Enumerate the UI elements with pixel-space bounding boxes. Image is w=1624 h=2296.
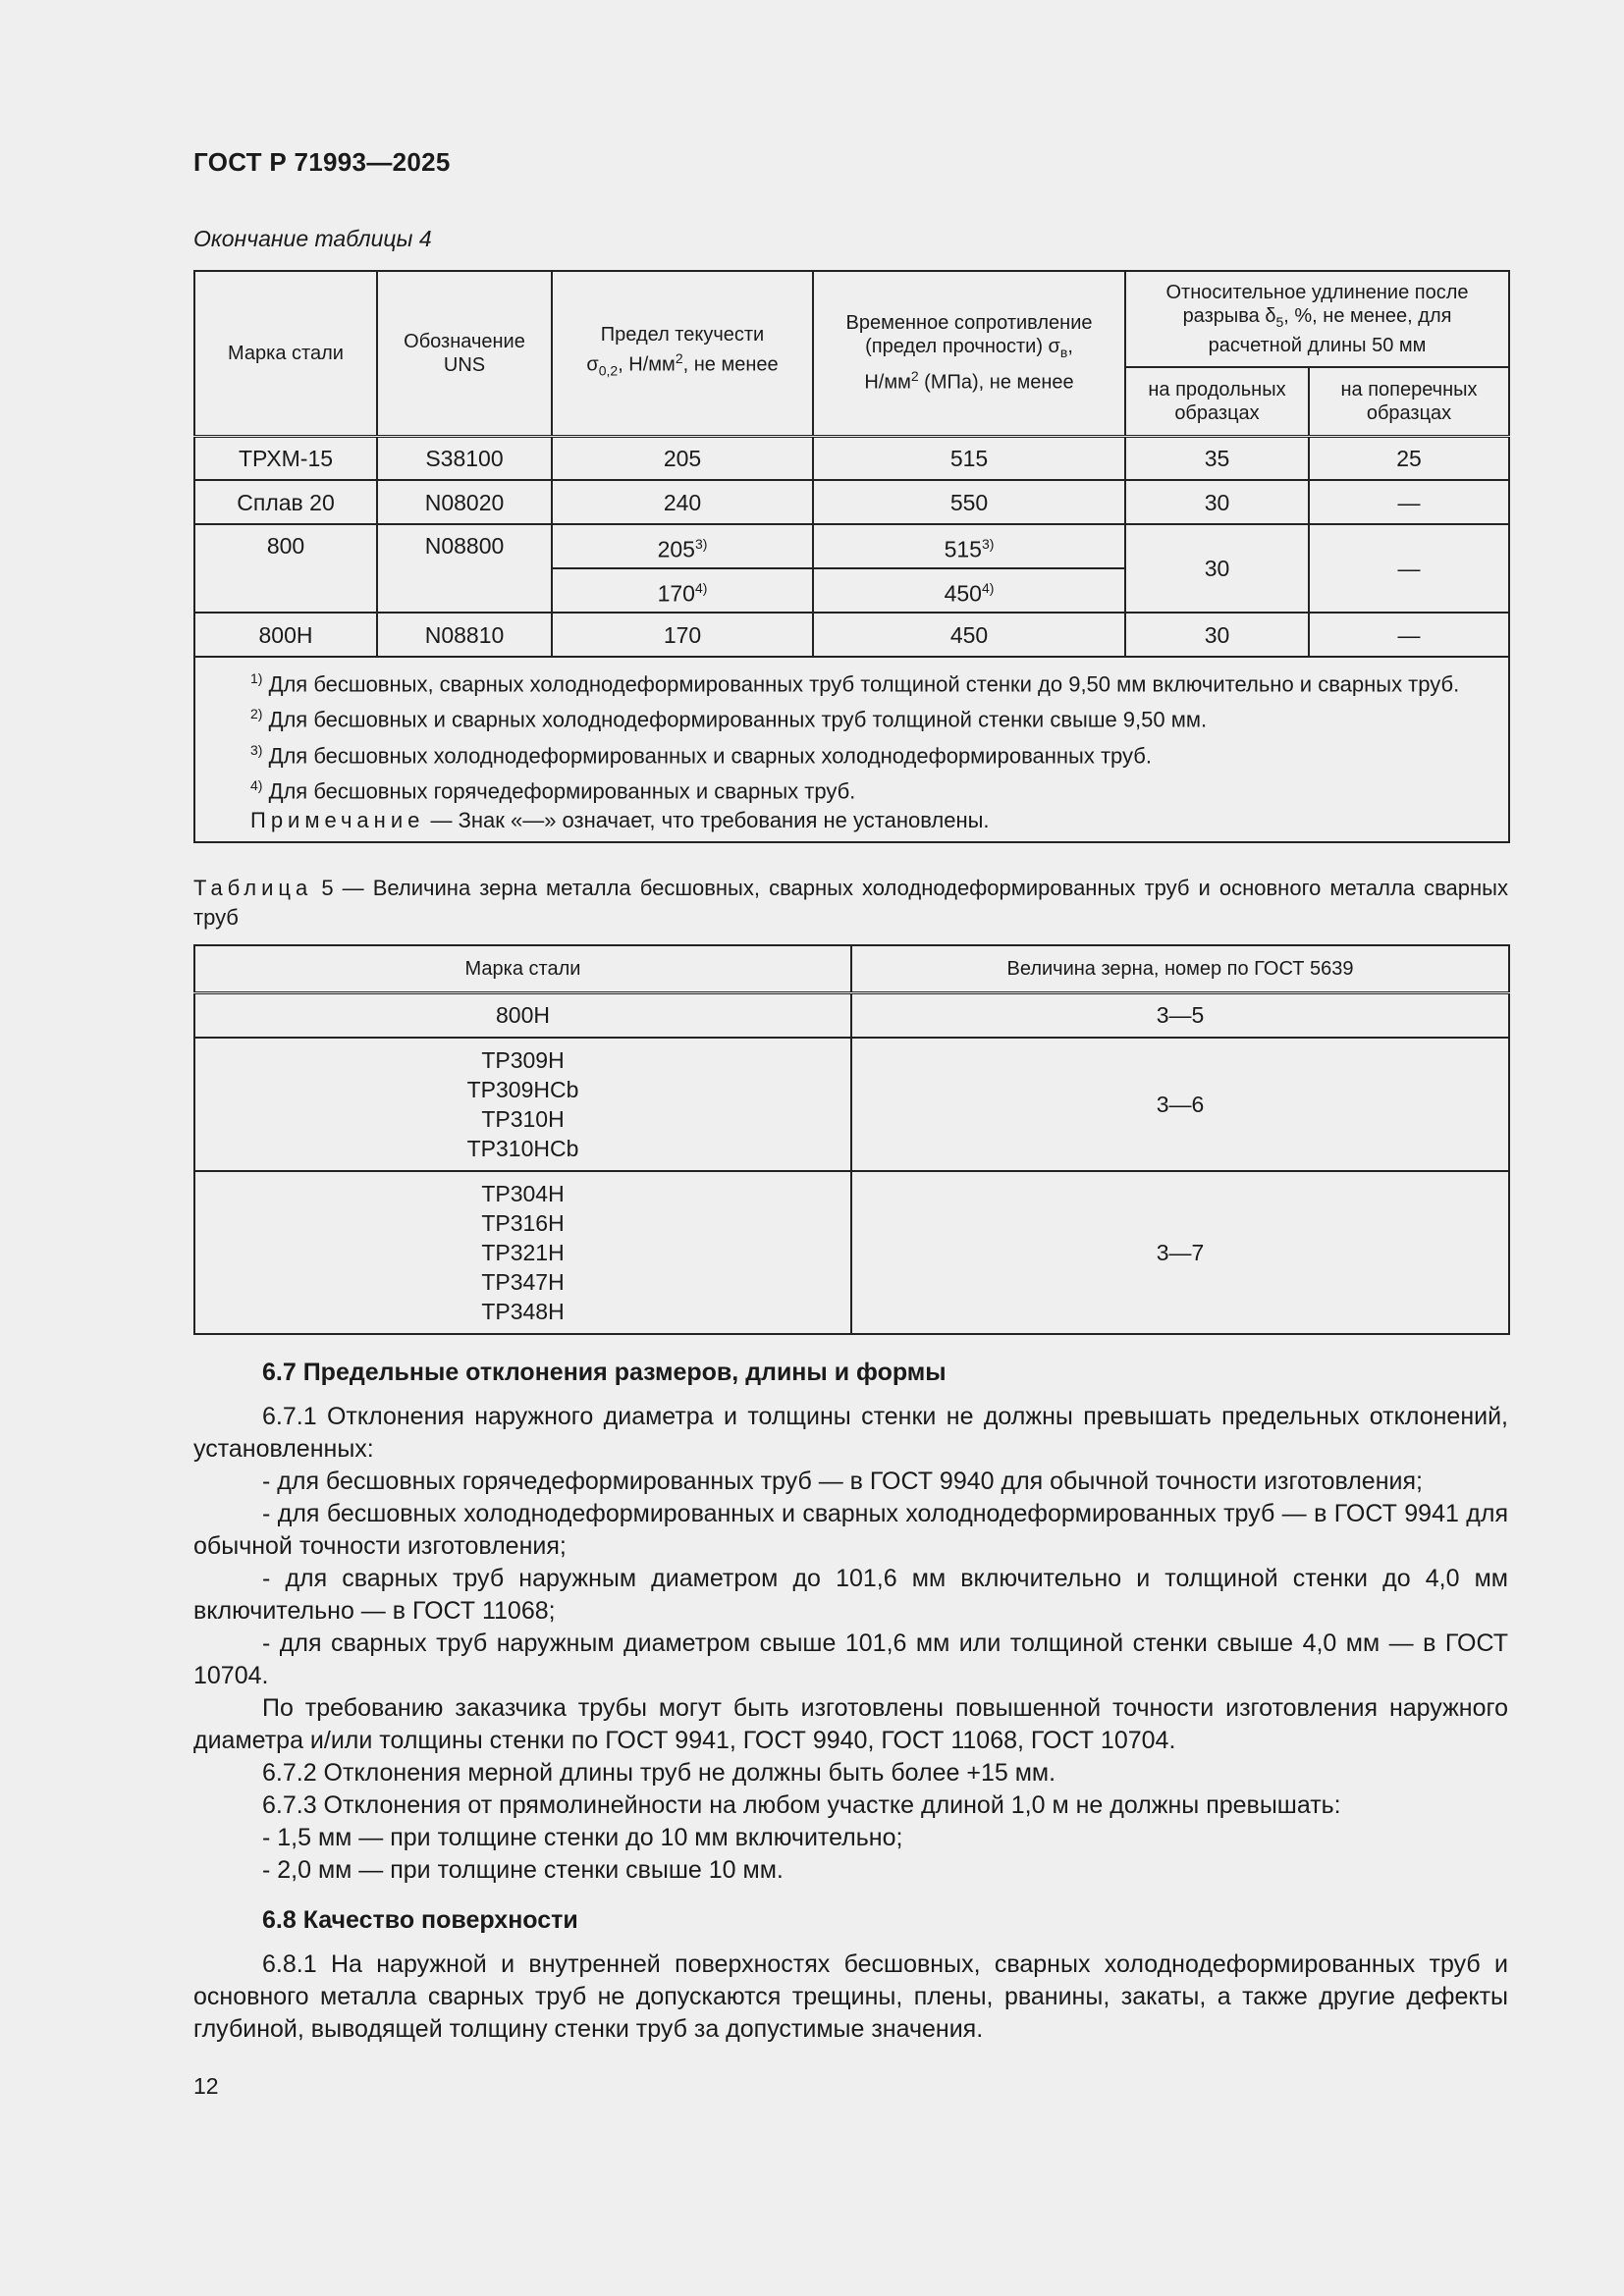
section-6-7 — [193, 1357, 1508, 1887]
section-6-8 — [193, 1904, 1508, 2046]
cell-yield: 205 — [552, 436, 813, 480]
cell-grain-size: 3—6 — [851, 1038, 1509, 1171]
footnote: $^{2)}$ Для бесшовных и сварных холоднодеформированных труб толщиной стенки свыше 9,50 мм. — [250, 706, 1208, 732]
table-row — [194, 1171, 1509, 1334]
cell-tensile: 515 — [813, 436, 1125, 480]
cell-tensile: 450 — [813, 613, 1125, 657]
cell-grades: 800Н — [194, 993, 851, 1038]
cell-uns: N08020 — [377, 480, 552, 524]
cell-transverse: — — [1309, 480, 1509, 524]
col-header-transverse: на поперечных образцах — [1309, 367, 1509, 436]
cell-yield: 170$^{4)}$ — [552, 568, 813, 613]
col-header-uns: Обозначение UNS — [377, 271, 552, 436]
cell-grades: ТР304Н ТР316Н ТР321Н ТР347Н ТР348Н — [194, 1171, 851, 1334]
table-4 — [193, 270, 1510, 843]
col-header-longitudinal: на продольных образцах — [1125, 367, 1309, 436]
cell-longitudinal: 30 — [1125, 480, 1309, 524]
cell-transverse: 25 — [1309, 436, 1509, 480]
list-item: - 2,0 мм — при толщине стенки свыше 10 мм. — [262, 1856, 784, 1884]
cell-transverse: — — [1309, 524, 1509, 613]
footnote: $^{4)}$ Для бесшовных горячедеформированных и сварных труб. — [250, 776, 856, 804]
table-row — [194, 1038, 1509, 1171]
cell-uns: N08810 — [377, 613, 552, 657]
table-remark: Примечание — Знак «—» означает, что требования не установлены. — [250, 808, 990, 833]
section-title: 6.8 Качество поверхности — [262, 1906, 578, 1934]
document-header: ГОСТ Р 71993—2025 — [193, 147, 451, 177]
cell-longitudinal: 30 — [1125, 613, 1309, 657]
col-header-tensile: Временное сопротивление (предел прочности) $\sigma_в$, $Н/мм^2$ (МПа), не менее — [813, 271, 1125, 436]
list-item: - 1,5 мм — при толщине стенки до 10 мм включительно; — [262, 1824, 903, 1851]
list-item: - для бесшовных холоднодеформированных и сварных холоднодеформированных труб — в ГОСТ 9941 для обычной точности изготовления; — [193, 1500, 1508, 1560]
page-number: 12 — [193, 2073, 219, 2099]
table-row — [194, 613, 1509, 657]
table-notes — [194, 657, 1509, 842]
cell-yield: 170 — [552, 613, 813, 657]
table-row — [194, 524, 1509, 568]
cell-uns: S38100 — [377, 436, 552, 480]
table-notes-row — [194, 657, 1509, 842]
table4-continuation-caption: Окончание таблицы 4 — [193, 226, 432, 251]
list-item: - для сварных труб наружным диаметром свыше 101,6 мм или толщиной стенки свыше 4,0 мм — в ГОСТ 10704. — [193, 1629, 1508, 1689]
table-row — [194, 436, 1509, 480]
paragraph: 6.7.1 Отклонения наружного диаметра и толщины стенки не должны превышать предельных отклонений, установленных: — [193, 1403, 1508, 1463]
paragraph: 6.8.1 На наружной и внутренней поверхностях бесшовных, сварных холоднодеформированных труб и основного металла сварных труб не допускаются трещины, плены, рванины, закаты, а также другие дефекты глубиной, выводящей толщину стенки труб за допустимые значения. — [193, 1950, 1508, 2043]
cell-tensile: 550 — [813, 480, 1125, 524]
cell-grade: Сплав 20 — [194, 480, 377, 524]
table5-caption: Таблица 5 — Величина зерна металла бесшовных, сварных холоднодеформированных труб и основного металла сварных труб — [193, 876, 1508, 930]
cell-longitudinal: 35 — [1125, 436, 1309, 480]
footnote: $^{3)}$ Для бесшовных холоднодеформированных и сварных холоднодеформированных труб. — [250, 741, 1152, 768]
cell-grade: 800Н — [194, 613, 377, 657]
cell-transverse: — — [1309, 613, 1509, 657]
col-header-grain-size: Величина зерна, номер по ГОСТ 5639 — [851, 945, 1509, 993]
col-header-yield: Предел текучести $\sigma_{0,2}$, $Н/мм^2$, не менее — [552, 271, 813, 436]
paragraph: 6.7.2 Отклонения мерной длины труб не должны быть более +15 мм. — [262, 1759, 1056, 1787]
cell-yield: 205$^{3)}$ — [552, 524, 813, 568]
cell-grade: ТРХМ-15 — [194, 436, 377, 480]
paragraph: По требованию заказчика трубы могут быть изготовлены повышенной точности изготовления наружного диаметра и/или толщины стенки по ГОСТ 9941, ГОСТ 9940, ГОСТ 11068, ГОСТ 10704. — [193, 1694, 1508, 1754]
cell-yield: 240 — [552, 480, 813, 524]
col-header-grade: Марка стали — [194, 945, 851, 993]
cell-grain-size: 3—5 — [851, 993, 1509, 1038]
cell-longitudinal: 30 — [1125, 524, 1309, 613]
col-header-grade: Марка стали — [194, 271, 377, 436]
col-header-elongation: Относительное удлинение после разрыва $\delta_5$, %, не менее, для расчетной длины 50 мм — [1125, 271, 1509, 367]
cell-tensile: 450$^{4)}$ — [813, 568, 1125, 613]
footnote: $^{1)}$ Для бесшовных, сварных холоднодеформированных труб толщиной стенки до 9,50 мм включительно и сварных труб. — [250, 670, 1460, 697]
section-title: 6.7 Предельные отклонения размеров, длины и формы — [262, 1359, 947, 1386]
cell-tensile: 515$^{3)}$ — [813, 524, 1125, 568]
table-5 — [193, 944, 1510, 1335]
table-row — [194, 480, 1509, 524]
list-item: - для бесшовных горячедеформированных труб — в ГОСТ 9940 для обычной точности изготовления; — [262, 1468, 1423, 1495]
cell-uns: N08800 — [377, 524, 552, 613]
cell-grade: 800 — [194, 524, 377, 613]
list-item: - для сварных труб наружным диаметром до 101,6 мм включительно и толщиной стенки до 4,0 мм включительно — в ГОСТ 11068; — [193, 1565, 1508, 1625]
cell-grain-size: 3—7 — [851, 1171, 1509, 1334]
table-row — [194, 993, 1509, 1038]
cell-grades: ТР309Н ТР309НСb ТР310Н ТР310НСb — [194, 1038, 851, 1171]
paragraph: 6.7.3 Отклонения от прямолинейности на любом участке длиной 1,0 м не должны превышать: — [262, 1791, 1341, 1819]
